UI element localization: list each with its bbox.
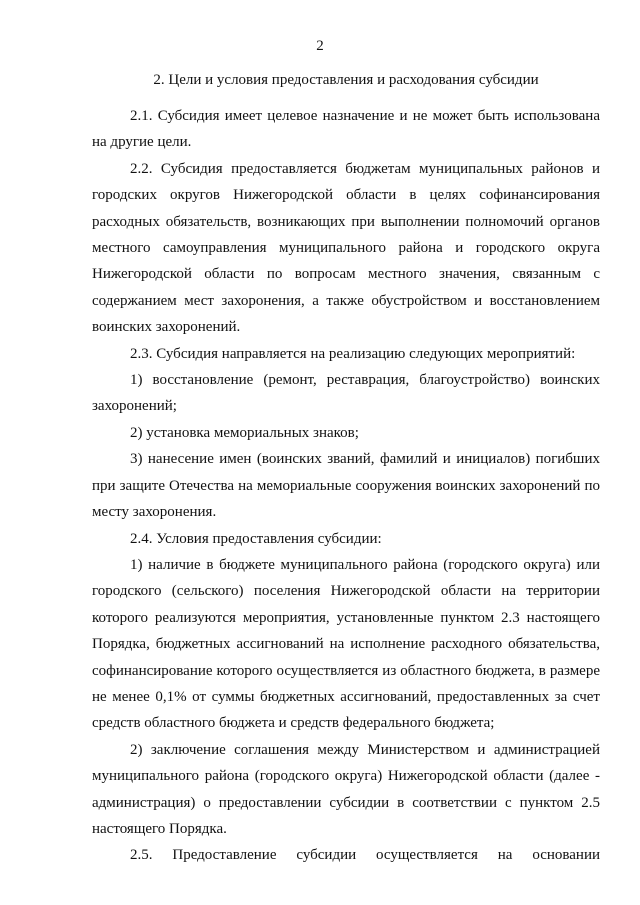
list-item-2-3-1: 1) восстановление (ремонт, реставрация, благоустройство) воинских захоронений; [92,372,600,415]
list-item-2-4-2: 2) заключение соглашения между Министерством и администрацией муниципального района (городского округа) Нижегородской области (далее - администрация) о предоставлении субсидии в соответствии с пунктом 2.5 настоящего Порядка. [92,741,600,837]
body-text [92,103,600,869]
paragraph-2-3: 2.3. Субсидия направляется на реализацию следующих мероприятий: [130,345,576,362]
paragraph-2-5: 2.5. Предоставление субсидии осуществляется на основании [130,847,600,864]
section-title: 2. Цели и условия предоставления и расходования субсидии [153,72,539,88]
paragraph-2-2: 2.2. Субсидия предоставляется бюджетам муниципальных районов и городских округов Нижегородской области в целях софинансирования расходных обязательств, возникающих при выполнении полномочий органов местного самоуправления муниципального района и городского округа Нижегородской области по вопросам местного значения, связанным с содержанием мест захоронения, а также обустройством и восстановлением воинских захоронений. [92,160,600,336]
paragraph-2-1: 2.1. Субсидия имеет целевое назначение и не может быть использована на другие цели. [92,108,600,151]
list-item-2-3-3: 3) нанесение имен (воинских званий, фамилий и инициалов) погибших при защите Отечества на мемориальные сооружения воинских захоронений по месту захоронения. [92,451,600,521]
page-number: 2 [316,38,324,54]
list-item-2-4-1: 1) наличие в бюджете муниципального района (городского округа) или городского (сельского) поселения Нижегородской области на территории которого реализуются мероприятия, установленные пунктом 2.3 настоящего Порядка, бюджетных ассигнований на исполнение расходного обязательства, софинансирование которого осуществляется из областного бюджета, в размере не менее 0,1% от суммы бюджетных ассигнований, предоставленных за счет средств областного бюджета и средств федерального бюджета; [92,556,600,732]
paragraph-2-4: 2.4. Условия предоставления субсидии: [130,530,382,547]
list-item-2-3-2: 2) установка мемориальных знаков; [130,424,359,441]
